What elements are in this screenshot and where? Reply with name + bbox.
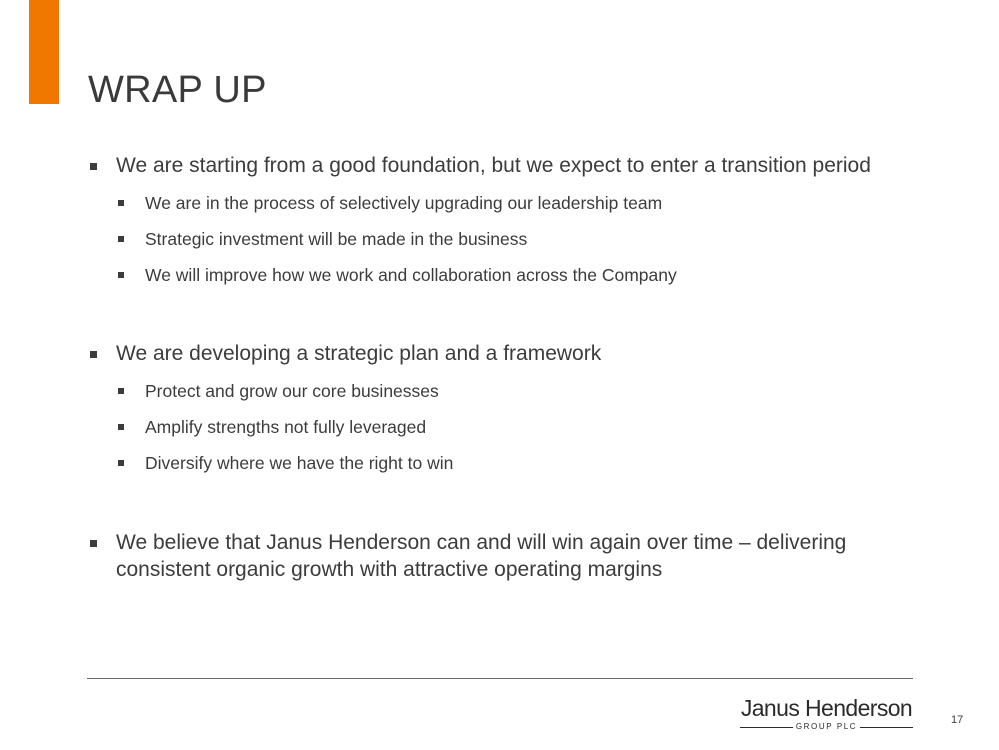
- square-bullet-icon: [90, 540, 97, 547]
- sub-bullet-item: [88, 416, 888, 438]
- logo-rule-left: [740, 727, 793, 728]
- bullet-group-strategic-plan: [88, 340, 888, 474]
- sub-bullet-text: Amplify strengths not fully leveraged: [145, 417, 427, 437]
- bullet-text: We are starting from a good foundation, but we expect to enter a transition period: [116, 154, 871, 177]
- logo-subtitle-row: [740, 722, 913, 732]
- logo-name: Janus Henderson: [740, 695, 913, 721]
- sub-bullet-text: We are in the process of selectively upgrading our leadership team: [145, 193, 663, 213]
- orange-accent-bar: [29, 0, 59, 104]
- bullet-item: [88, 529, 888, 583]
- sub-bullet-text: Diversify where we have the right to win: [145, 453, 454, 473]
- bullet-item: [88, 152, 888, 179]
- square-bullet-icon: [118, 200, 124, 206]
- sub-bullet-item: [88, 380, 888, 402]
- sub-bullet-text: We will improve how we work and collaboration across the Company: [145, 265, 677, 285]
- logo-subtitle: GROUP PLC: [795, 722, 858, 731]
- slide-title: WRAP UP: [88, 69, 267, 111]
- sub-bullet-item: [88, 228, 888, 250]
- square-bullet-icon: [90, 163, 97, 170]
- bullet-text: We are developing a strategic plan and a framework: [116, 342, 602, 365]
- sub-bullet-item: [88, 264, 888, 286]
- bullet-item: [88, 340, 888, 367]
- footer-divider: [87, 678, 913, 679]
- sub-bullet-text: Protect and grow our core businesses: [145, 381, 439, 401]
- sub-bullet-item: [88, 192, 888, 214]
- square-bullet-icon: [118, 272, 124, 278]
- bullet-group-win-again: [88, 529, 888, 583]
- bullet-text: We believe that Janus Henderson can and will win again over time – delivering consistent organic growth with attractive operating margins: [116, 531, 847, 581]
- page-number: 17: [951, 714, 964, 726]
- sub-bullet-item: [88, 452, 888, 474]
- square-bullet-icon: [118, 424, 124, 430]
- sub-bullet-list: [88, 192, 888, 286]
- square-bullet-icon: [118, 460, 124, 466]
- square-bullet-icon: [118, 388, 124, 394]
- janus-henderson-logo: [740, 694, 913, 734]
- logo-rule-right: [860, 727, 913, 728]
- square-bullet-icon: [118, 236, 124, 242]
- bullet-group-foundation: [88, 152, 888, 286]
- sub-bullet-list: [88, 380, 888, 474]
- sub-bullet-text: Strategic investment will be made in the business: [145, 229, 528, 249]
- square-bullet-icon: [90, 351, 97, 358]
- bullet-content: [88, 152, 888, 583]
